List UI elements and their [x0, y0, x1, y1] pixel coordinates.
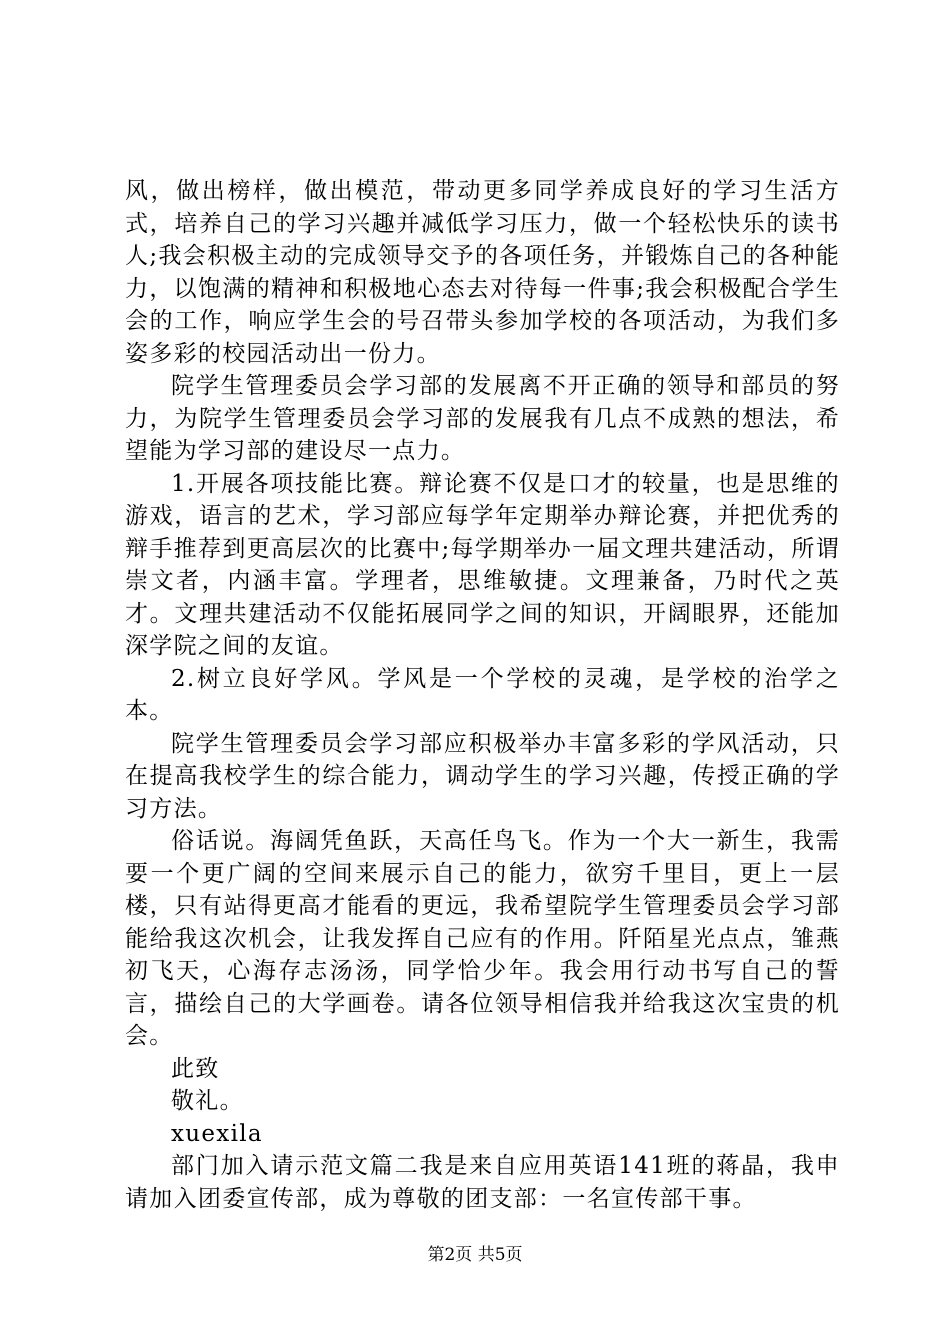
- list-item-paragraph: 1.开展各项技能比赛。辩论赛不仅是口才的较量，也是思维的游戏，语言的艺术，学习部应每学年定期举办辩论赛，并把优秀的辩手推荐到更高层次的比赛中;每学期举办一届文理共建活动，所谓崇文者，内涵丰富。学理者，思维敏捷。文理兼备，乃时代之英才。文理共建活动不仅能拓展同学之间的知识，开阔眼界，还能加深学院之间的友谊。: [125, 470, 840, 659]
- paragraph: 俗话说。海阔凭鱼跃，天高任鸟飞。作为一个大一新生，我需要一个更广阔的空间来展示自己的能力，欲穷千里目，更上一层楼，只有站得更高才能看的更远，我希望院学生管理委员会学习部能给我这次机会，让我发挥自己应有的作用。阡陌星光点点，雏燕初飞天，心海存志汤汤，同学恰少年。我会用行动书写自己的誓言，描绘自己的大学画卷。请各位领导相信我并给我这次宝贵的机会。: [125, 828, 840, 1049]
- page-number: 第2页 共5页: [427, 1245, 523, 1265]
- paragraph: 院学生管理委员会学习部应积极举办丰富多彩的学风活动，只在提高我校学生的综合能力，调动学生的学习兴趣，传授正确的学习方法。: [125, 730, 840, 822]
- next-section-paragraph: 部门加入请示范文篇二我是来自应用英语141班的蒋晶，我申请加入团委宣传部，成为尊敬的团支部：一名宣传部干事。: [125, 1153, 840, 1212]
- document-body: [125, 175, 840, 1215]
- closing-line: 敬礼。: [171, 1088, 244, 1114]
- paragraph: 风，做出榜样，做出模范，带动更多同学养成良好的学习生活方式，培养自己的学习兴趣并减低学习压力，做一个轻松快乐的读书人;我会积极主动的完成领导交予的各项任务，并锻炼自己的各种能力，以饱满的精神和积极地心态去对待每一件事;我会积极配合学生会的工作，响应学生会的号召带头参加学校的各项活动，为我们多姿多彩的校园活动出一份力。: [125, 178, 840, 367]
- list-item-paragraph: 2.树立良好学风。学风是一个学校的灵魂，是学校的治学之本。: [125, 665, 840, 724]
- page-footer: [0, 1244, 950, 1266]
- closing-line: 此致: [171, 1055, 220, 1082]
- paragraph: 院学生管理委员会学习部的发展离不开正确的领导和部员的努力，为院学生管理委员会学习部的发展我有几点不成熟的想法，希望能为学习部的建设尽一点力。: [125, 373, 840, 464]
- signature: xuexila: [171, 1120, 263, 1147]
